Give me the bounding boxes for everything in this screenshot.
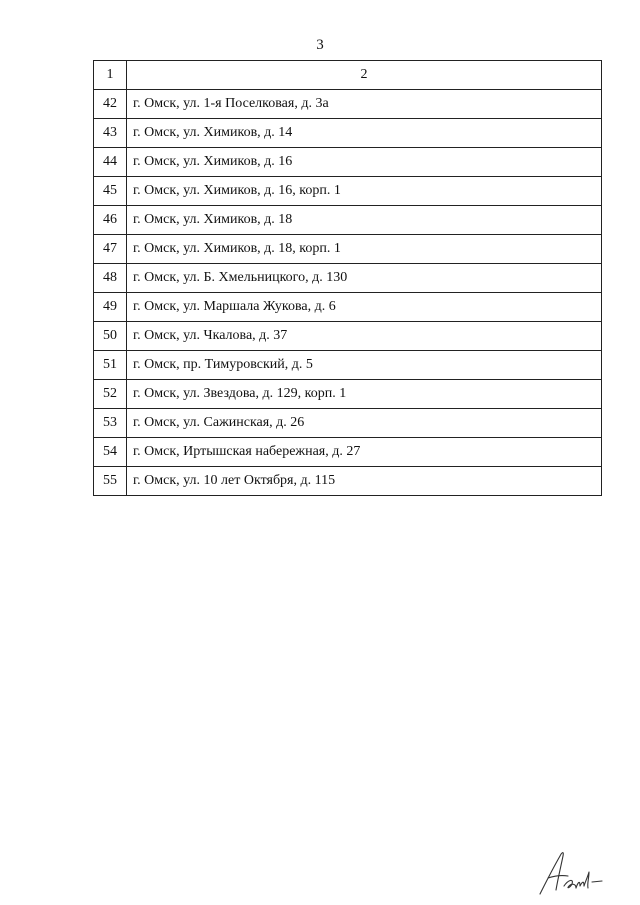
table-row (94, 206, 602, 235)
address-table (93, 60, 602, 496)
table-row (94, 264, 602, 293)
row-number: 55 (94, 467, 127, 496)
row-number: 51 (94, 351, 127, 380)
row-address: г. Омск, ул. 1-я Поселковая, д. 3а (127, 90, 602, 119)
table-row (94, 322, 602, 351)
row-address: г. Омск, ул. Маршала Жукова, д. 6 (127, 293, 602, 322)
row-number: 54 (94, 438, 127, 467)
row-address: г. Омск, ул. Сажинская, д. 26 (127, 409, 602, 438)
table-row (94, 351, 602, 380)
table-row (94, 409, 602, 438)
row-address: г. Омск, ул. Б. Хмельницкого, д. 130 (127, 264, 602, 293)
table-row (94, 293, 602, 322)
header-col-number: 1 (94, 61, 127, 90)
row-address: г. Омск, пр. Тимуровский, д. 5 (127, 351, 602, 380)
row-number: 43 (94, 119, 127, 148)
table-row (94, 467, 602, 496)
row-address: г. Омск, ул. Химиков, д. 16, корп. 1 (127, 177, 602, 206)
table-row (94, 380, 602, 409)
table-row (94, 177, 602, 206)
page-number: 3 (316, 37, 324, 53)
row-address: г. Омск, ул. Химиков, д. 16 (127, 148, 602, 177)
row-number: 48 (94, 264, 127, 293)
row-address: г. Омск, ул. Химиков, д. 18, корп. 1 (127, 235, 602, 264)
row-number: 42 (94, 90, 127, 119)
row-number: 49 (94, 293, 127, 322)
row-address: г. Омск, ул. 10 лет Октября, д. 115 (127, 467, 602, 496)
header-col-address: 2 (127, 61, 602, 90)
table-header-row (94, 61, 602, 90)
row-number: 53 (94, 409, 127, 438)
table-row (94, 119, 602, 148)
table-row (94, 438, 602, 467)
row-address: г. Омск, ул. Химиков, д. 18 (127, 206, 602, 235)
handwritten-signature-icon (536, 846, 608, 898)
row-number: 46 (94, 206, 127, 235)
row-address: г. Омск, ул. Звездова, д. 129, корп. 1 (127, 380, 602, 409)
row-number: 45 (94, 177, 127, 206)
row-number: 52 (94, 380, 127, 409)
row-number: 44 (94, 148, 127, 177)
row-number: 50 (94, 322, 127, 351)
table-row (94, 235, 602, 264)
row-address: г. Омск, ул. Чкалова, д. 37 (127, 322, 602, 351)
row-address: г. Омск, ул. Химиков, д. 14 (127, 119, 602, 148)
table-row (94, 148, 602, 177)
row-number: 47 (94, 235, 127, 264)
table-row (94, 90, 602, 119)
row-address: г. Омск, Иртышская набережная, д. 27 (127, 438, 602, 467)
